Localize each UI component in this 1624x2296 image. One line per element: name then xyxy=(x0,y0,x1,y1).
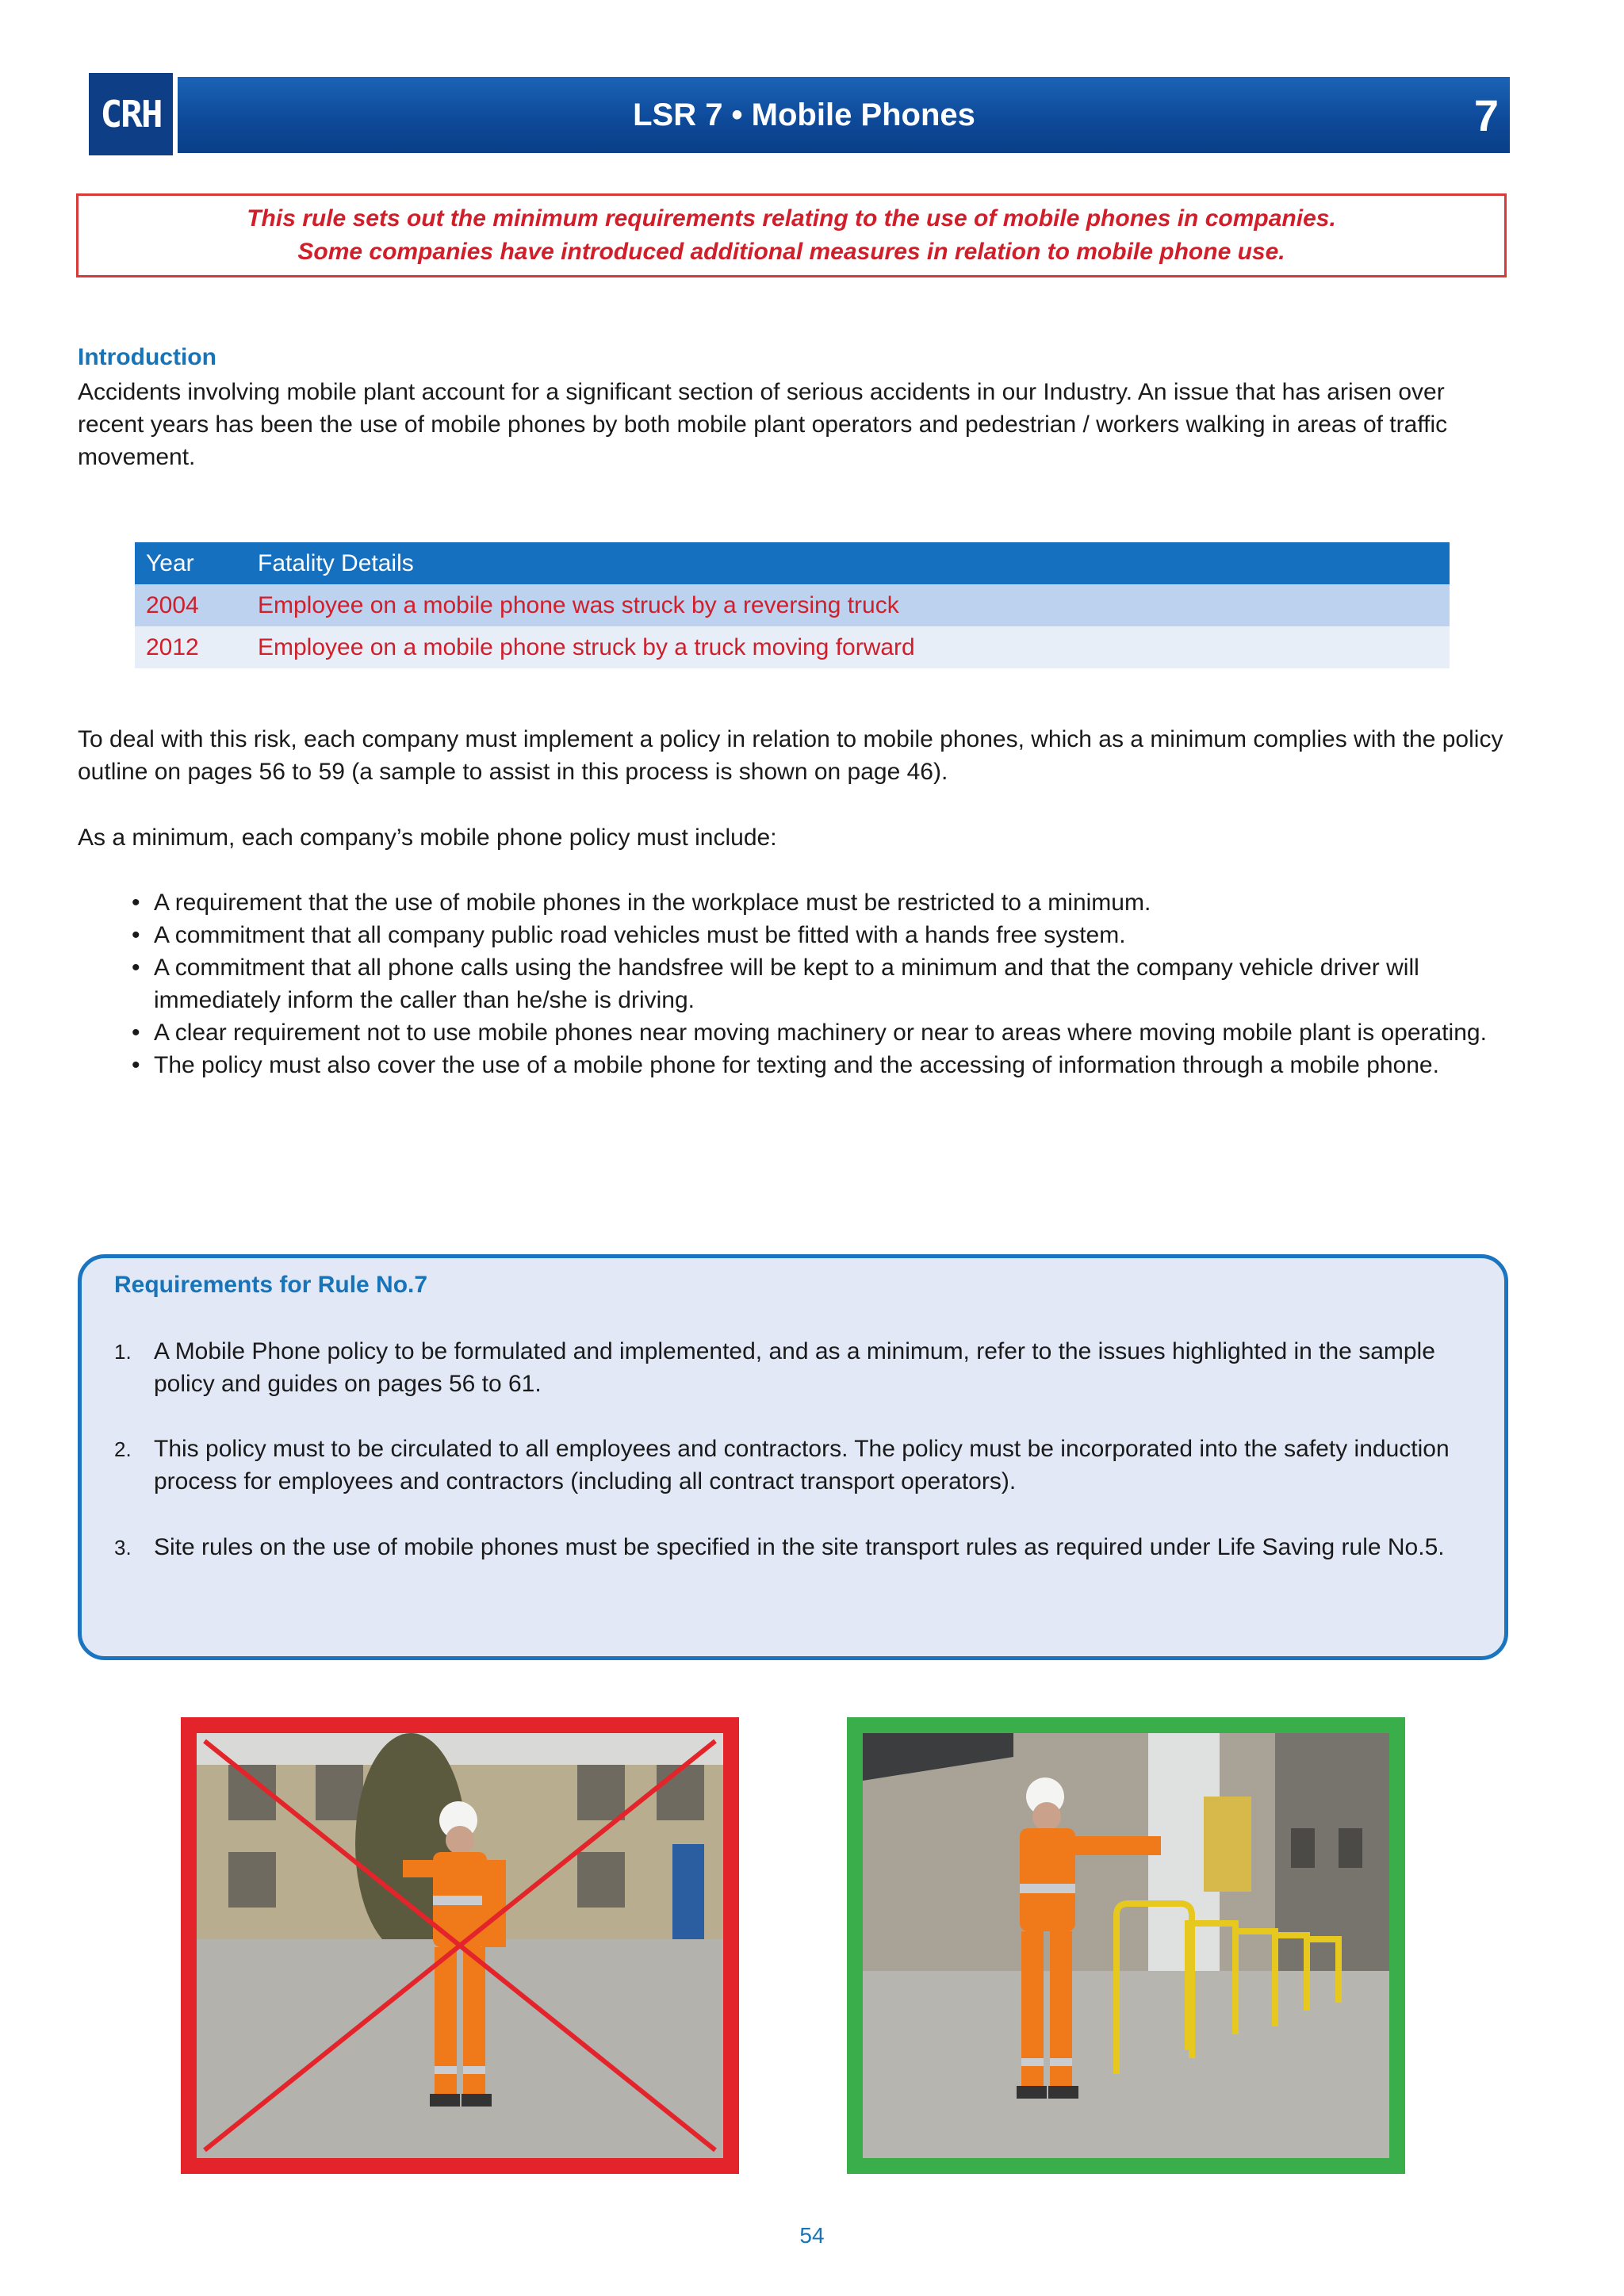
rule-number: 7 xyxy=(1473,90,1499,140)
table-header-row xyxy=(135,542,1450,584)
crh-logo: CRH xyxy=(89,73,173,155)
policy-paragraph: To deal with this risk, each company must implement a policy in relation to mobile phones, which as a minimum complies with the policy outline on pages 56 to 59 (a sample to assist in this process is shown on page 46). xyxy=(78,726,1503,785)
worker-on-phone-illustration xyxy=(197,1733,723,2158)
photo-scene-left xyxy=(197,1733,723,2158)
fatality-table xyxy=(135,542,1450,668)
table-header-year: Year xyxy=(135,542,247,584)
notice-box xyxy=(76,193,1507,277)
list-item xyxy=(132,1016,1511,1049)
list-item-text: A requirement that the use of mobile phones in the workplace must be restricted to a minimum. xyxy=(154,890,1151,916)
list-item-text: A clear requirement not to use mobile phones near moving machinery or near to areas where moving mobile plant is operating. xyxy=(154,1020,1487,1046)
table-cell-details: Employee on a mobile phone was struck by a reversing truck xyxy=(247,584,1450,626)
list-item xyxy=(132,886,1511,919)
requirement-number: 2. xyxy=(114,1437,132,1461)
worker-stopped-on-phone-illustration xyxy=(863,1733,1389,2158)
minimum-paragraph: As a minimum, each company’s mobile phone policy must include: xyxy=(78,825,777,851)
requirement-number: 3. xyxy=(114,1536,132,1559)
list-item xyxy=(132,1049,1511,1081)
table-header-details: Fatality Details xyxy=(247,542,1450,584)
bullet-icon: • xyxy=(132,922,140,948)
table-row xyxy=(135,584,1450,626)
bullet-icon: • xyxy=(132,890,140,916)
incorrect-practice-photo xyxy=(181,1717,739,2174)
policy-bullet-list xyxy=(132,886,1511,1081)
notice-line-2: Some companies have introduced additional measures in relation to mobile phone use. xyxy=(297,239,1285,265)
page-number: 54 xyxy=(799,2223,825,2248)
requirement-text: A Mobile Phone policy to be formulated and implemented, and as a minimum, refer to the issues highlighted in the sample policy and guides on pages 56 to 61. xyxy=(154,1338,1435,1397)
requirements-heading: Requirements for Rule No.7 xyxy=(114,1272,428,1298)
list-item xyxy=(132,919,1511,951)
page-title: LSR 7 • Mobile Phones xyxy=(633,97,975,132)
notice-line-1: This rule sets out the minimum requirements relating to the use of mobile phones in companies. xyxy=(247,205,1336,232)
requirement-text: This policy must to be circulated to all employees and contractors. The policy must be incorporated into the safety induction process for employees and contractors (including all contract transport operators). xyxy=(154,1436,1450,1494)
table-cell-details: Employee on a mobile phone struck by a truck moving forward xyxy=(247,626,1450,668)
introduction-text: Accidents involving mobile plant account for a significant section of serious accidents in our Industry. An issue that has arisen over recent years has been the use of mobile phones by both mobile plant operators and pedestrian / workers walking in areas of traffic movement. xyxy=(78,379,1448,470)
correct-practice-photo xyxy=(847,1717,1405,2174)
list-item-text: A commitment that all phone calls using the handsfree will be kept to a minimum and that the company vehicle driver will immediately inform the caller than he/she is driving. xyxy=(154,955,1419,1013)
list-item-text: A commitment that all company public road vehicles must be fitted with a hands free system. xyxy=(154,922,1126,948)
photo-scene-right xyxy=(863,1733,1389,2158)
requirement-text: Site rules on the use of mobile phones must be specified in the site transport rules as required under Life Saving rule No.5. xyxy=(154,1534,1445,1560)
bullet-icon: • xyxy=(132,1052,140,1078)
requirement-number: 1. xyxy=(114,1340,132,1364)
list-item-text: The policy must also cover the use of a mobile phone for texting and the accessing of information through a mobile phone. xyxy=(154,1052,1439,1078)
introduction-heading: Introduction xyxy=(78,344,216,370)
table-row xyxy=(135,626,1450,668)
list-item xyxy=(132,951,1511,1016)
bullet-icon: • xyxy=(132,955,140,981)
table-cell-year: 2004 xyxy=(135,584,247,626)
table-cell-year: 2012 xyxy=(135,626,247,668)
bullet-icon: • xyxy=(132,1020,140,1046)
